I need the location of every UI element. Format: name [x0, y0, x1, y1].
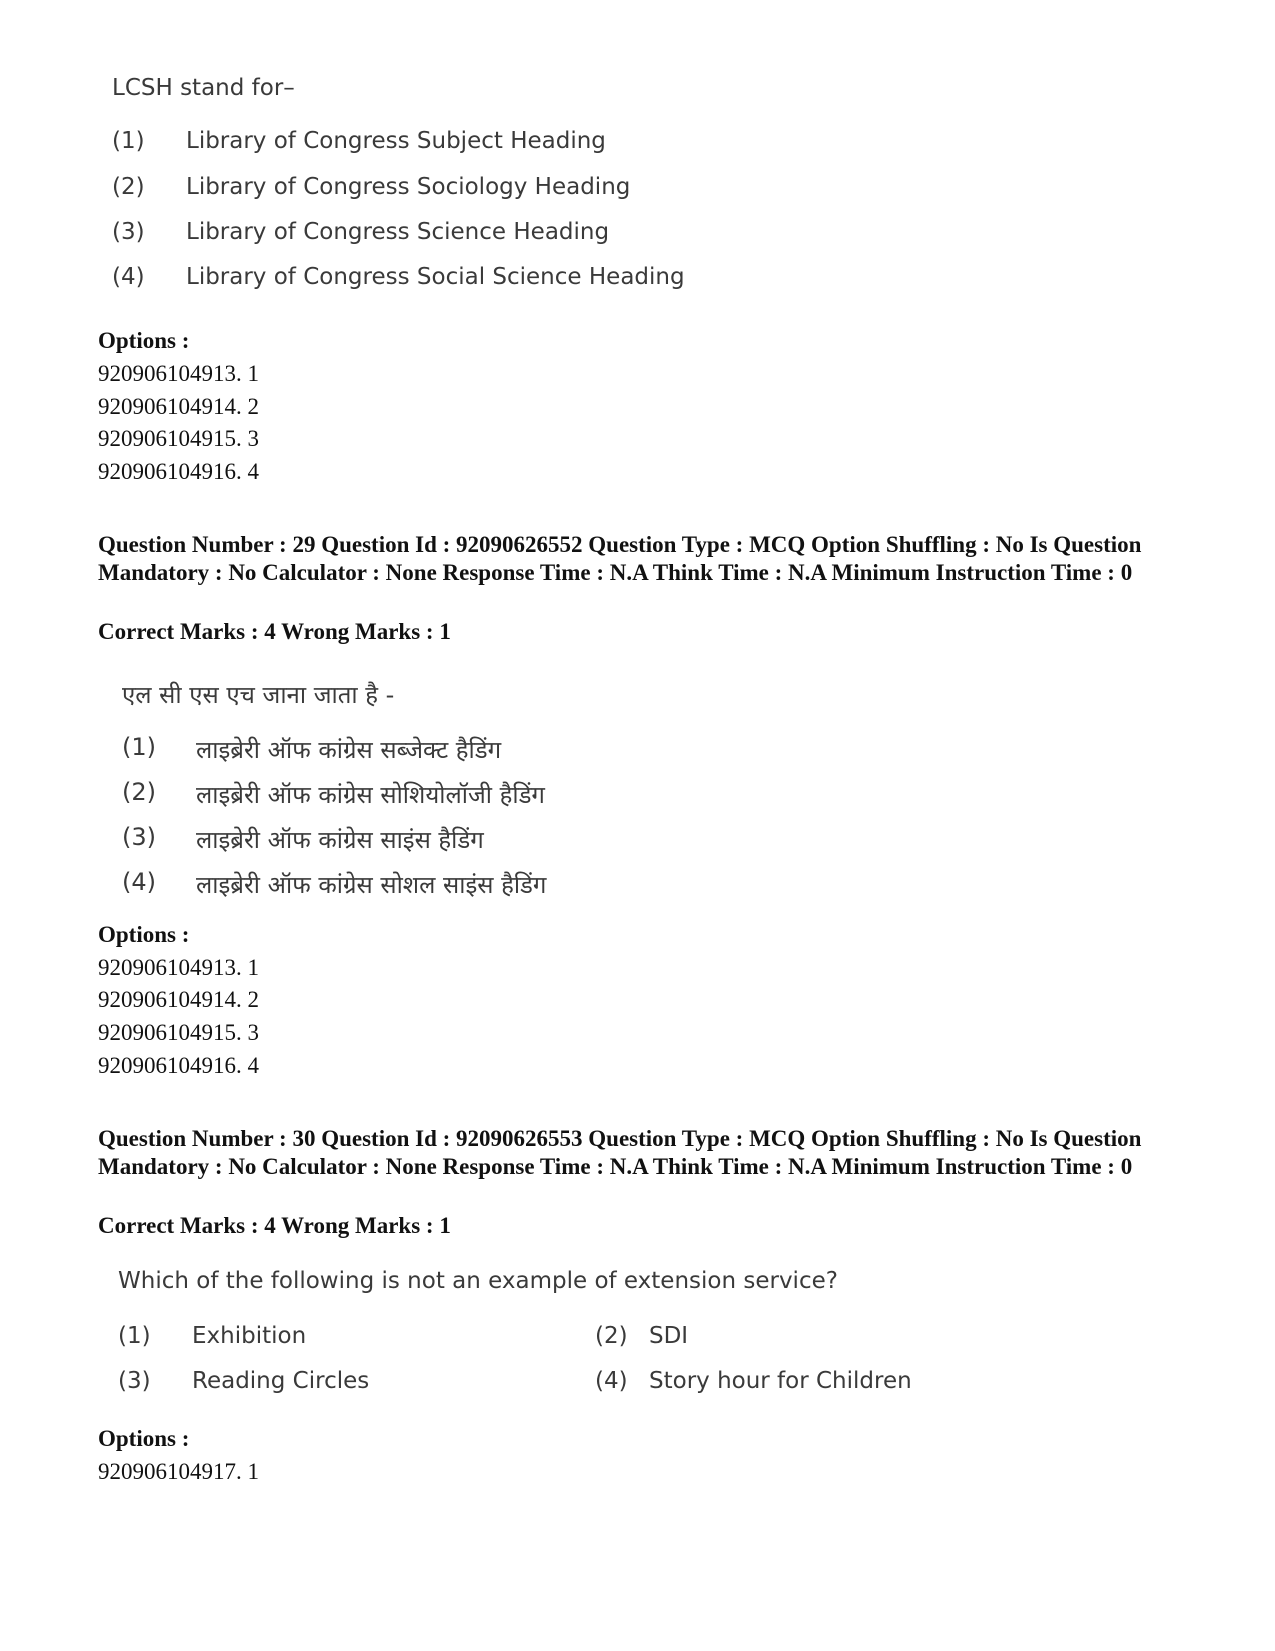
q28-option-2: 920906104914. 2 — [98, 394, 259, 419]
q29-marks: Correct Marks : 4 Wrong Marks : 1 — [98, 619, 451, 644]
q30-stem: Which of the following is not an example of extension service? — [118, 1268, 838, 1294]
q30-marks: Correct Marks : 4 Wrong Marks : 1 — [98, 1213, 451, 1238]
q29-option-1: 920906104913. 1 — [98, 955, 259, 980]
q29-option-4: 920906104916. 4 — [98, 1053, 259, 1078]
q29-options-heading: Options : — [98, 922, 190, 947]
q28-options-heading: Options : — [98, 328, 190, 353]
q29-option-2: 920906104914. 2 — [98, 987, 259, 1012]
q28-option-3: 920906104915. 3 — [98, 426, 259, 451]
q29-option-3: 920906104915. 3 — [98, 1020, 259, 1045]
q28-option-4: 920906104916. 4 — [98, 459, 259, 484]
q29-meta: Question Number : 29 Question Id : 92090626552 Question Type : MCQ Option Shuffling : No Is Question Mandatory : No Calculator : None Response Time : N.A Think Time : N.A Minimum Instruction Time : 0 — [98, 532, 1142, 585]
q30-meta: Question Number : 30 Question Id : 92090626553 Question Type : MCQ Option Shuffling : No Is Question Mandatory : No Calculator : None Response Time : N.A Think Time : N.A Minimum Instruction Time : 0 — [98, 1126, 1142, 1179]
q29-stem: एल सी एस एच जाना जाता है - — [122, 681, 395, 709]
q28-option-1: 920906104913. 1 — [98, 361, 259, 386]
q30-options-heading: Options : — [98, 1426, 190, 1451]
q30-option-1: 920906104917. 1 — [98, 1459, 259, 1484]
q28-stem: LCSH stand for– — [112, 75, 295, 101]
